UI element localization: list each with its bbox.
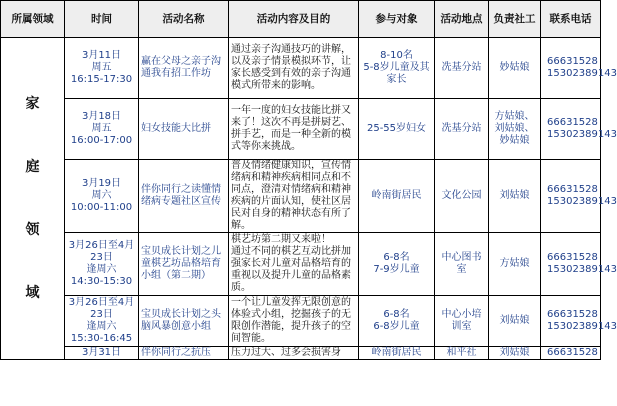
header-target: 参与对象 xyxy=(359,1,435,38)
time-cell: 3月11日 周五 16:15-17:30 xyxy=(65,38,139,99)
table-row xyxy=(1,296,601,347)
table-row xyxy=(1,99,601,160)
place-cell: 冼基分站 xyxy=(435,38,489,99)
time-cell: 3月31日 xyxy=(65,347,139,360)
place-cell: 冼基分站 xyxy=(435,99,489,160)
phone-cell: 66631528 15302389143 xyxy=(541,296,601,347)
target-cell: 6-8名 6-8岁儿童 xyxy=(359,296,435,347)
worker-cell: 方姑娘 xyxy=(489,233,541,296)
domain-char: 庭 xyxy=(25,158,40,175)
target-cell: 25-55岁妇女 xyxy=(359,99,435,160)
header-place: 活动地点 xyxy=(435,1,489,38)
name-cell: 伴你同行之读懂情绪病专题社区宣传 xyxy=(139,160,229,233)
time-cell: 3月26日至4月23日 逢周六 14:30-15:30 xyxy=(65,233,139,296)
header-domain: 所属领域 xyxy=(1,1,65,38)
name-cell: 伴你同行之抗压 xyxy=(139,347,229,360)
domain-char: 领 xyxy=(25,221,40,238)
header-activity-name: 活动名称 xyxy=(139,1,229,38)
name-cell: 宝贝成长计划之头脑风暴创意小组 xyxy=(139,296,229,347)
header-time: 时间 xyxy=(65,1,139,38)
phone-cell: 66631528 15302389143 xyxy=(541,233,601,296)
place-cell: 和平社 xyxy=(435,347,489,360)
place-cell: 中心小培训室 xyxy=(435,296,489,347)
target-cell: 8-10名 5-8岁儿童及其家长 xyxy=(359,38,435,99)
time-cell: 3月18日 周五 16:00-17:00 xyxy=(65,99,139,160)
worker-cell: 刘姑娘 xyxy=(489,296,541,347)
content-cell: 一个让儿童发挥无限创意的体验式小组，挖掘孩子的无限创作潜能，提升孩子的空间智能。 xyxy=(229,296,359,347)
time-cell: 3月26日至4月23日 逢周六 15:30-16:45 xyxy=(65,296,139,347)
content-cell: 棋艺坊第二期又来啦！ 通过不同的棋艺互动比拼加强家长对儿童对品格培育的重视以及提升儿童的品格素质。 xyxy=(229,233,359,296)
phone-cell: 66631528 15302389143 xyxy=(541,38,601,99)
table-row xyxy=(1,38,601,99)
table-row xyxy=(1,233,601,296)
target-cell: 6-8名 7-9岁儿童 xyxy=(359,233,435,296)
name-cell: 赢在父母之亲子沟通我有招工作坊 xyxy=(139,38,229,99)
table-row xyxy=(1,347,601,360)
table-row xyxy=(1,160,601,233)
phone-cell: 66631528 xyxy=(541,347,601,360)
content-cell: 通过亲子沟通技巧的讲解，以及亲子情景模拟环节，让家长感受到有效的亲子沟通模式所带来的影响。 xyxy=(229,38,359,99)
phone-cell: 66631528 15302389143 xyxy=(541,160,601,233)
content-cell: 压力过大、过多会损害身 xyxy=(229,347,359,360)
name-cell: 妇女技能大比拼 xyxy=(139,99,229,160)
domain-cell xyxy=(1,38,65,360)
content-cell: 一年一度的妇女技能比拼又来了！这次不再是拼厨艺、拼手艺，而是一种全新的模式等你来挑战。 xyxy=(229,99,359,160)
worker-cell: 刘姑娘 xyxy=(489,347,541,360)
header-row xyxy=(1,1,601,38)
place-cell: 中心图书室 xyxy=(435,233,489,296)
domain-char: 域 xyxy=(25,284,40,301)
time-cell: 3月19日 周六 10:00-11:00 xyxy=(65,160,139,233)
place-cell: 文化公园 xyxy=(435,160,489,233)
worker-cell: 妙姑娘 xyxy=(489,38,541,99)
worker-cell: 刘姑娘 xyxy=(489,160,541,233)
target-cell: 岭南街居民 xyxy=(359,160,435,233)
worker-cell: 方姑娘、刘姑娘、妙姑娘 xyxy=(489,99,541,160)
phone-cell: 66631528 15302389143 xyxy=(541,99,601,160)
header-content: 活动内容及目的 xyxy=(229,1,359,38)
content-cell: 普及情绪健康知识，宣传情绪病和精神疾病相同点和不同点，澄清对情绪病和精神疾病的片面认知，使社区居民对自身的精神状态有所了解。 xyxy=(229,160,359,233)
domain-char: 家 xyxy=(25,95,40,112)
header-worker: 负责社工 xyxy=(489,1,541,38)
target-cell: 岭南街居民 xyxy=(359,347,435,360)
name-cell: 宝贝成长计划之儿童棋艺坊品格培育小组（第二期） xyxy=(139,233,229,296)
header-phone: 联系电话 xyxy=(541,1,601,38)
